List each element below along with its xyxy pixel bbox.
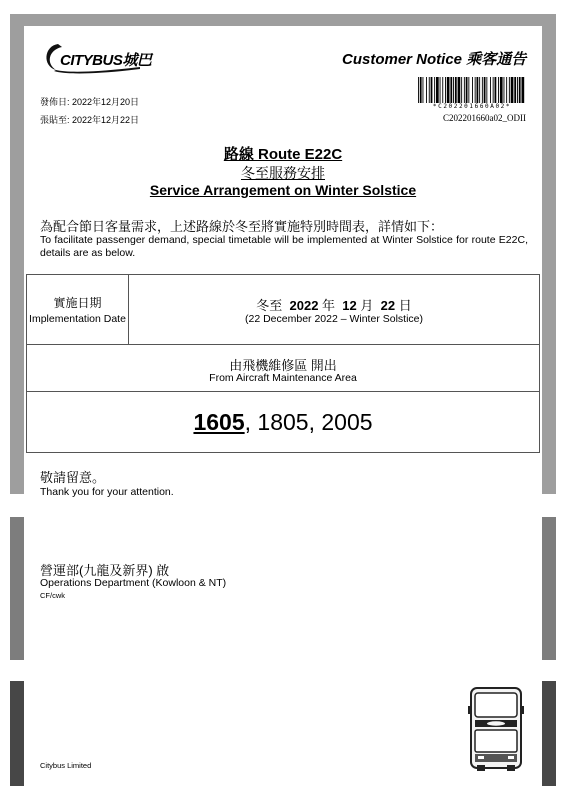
date-month: 12 <box>342 298 357 313</box>
arrangement-heading-en: Service Arrangement on Winter Solstice <box>149 182 417 198</box>
arrangement-heading-cn: 冬至服務安排 <box>241 165 325 181</box>
double-decker-bus-icon <box>468 686 524 772</box>
time-separator: , <box>244 409 258 435</box>
closing-text-en: Thank you for your attention. <box>40 486 174 498</box>
department-signature-cn: 營運部(九龍及新界) 啟 <box>40 563 170 578</box>
departure-times <box>27 409 539 436</box>
date-cn <box>129 295 539 314</box>
departure-point-cn: 由飛機維修區 開出 <box>229 358 337 373</box>
intro-text-cn: 為配合節日客量需求，上述路線於冬至將實施特別時間表，詳情如下： <box>40 219 444 234</box>
date-prefix: 冬至 <box>256 298 283 313</box>
departure-time: 1805 <box>257 409 309 435</box>
frame-band-right-upper <box>542 14 556 494</box>
departure-point-row <box>27 345 539 392</box>
implementation-date-value <box>129 275 539 344</box>
frame-band-left-lower <box>10 681 24 786</box>
implementation-date-label <box>27 275 129 344</box>
post-until-date: 張貼至: 2022年12月22日 <box>40 115 140 125</box>
closing-text-cn: 敬請留意。 <box>40 470 106 485</box>
date-year: 2022 <box>289 298 319 313</box>
date-month-unit: 月 <box>360 298 374 313</box>
implementation-date-label-cn: 實施日期 <box>53 295 102 310</box>
departure-times-row <box>27 392 539 452</box>
company-name: Citybus Limited <box>40 761 92 770</box>
frame-band-right-lower <box>542 681 556 786</box>
route-heading: 路線 Route E22C <box>223 146 343 163</box>
reference-number: C202201660a02_ODII <box>443 113 526 123</box>
schedule-table <box>26 274 540 453</box>
implementation-date-row <box>27 275 539 345</box>
date-day-unit: 日 <box>398 298 412 313</box>
date-en: (22 December 2022 – Winter Solstice) <box>245 313 423 325</box>
frame-band-top <box>10 14 556 26</box>
frame-band-left-middle <box>10 517 24 660</box>
time-separator: , <box>308 409 322 435</box>
logo-text-cn: 城巴 <box>122 52 152 69</box>
barcode <box>418 77 526 103</box>
date-day: 22 <box>380 298 396 313</box>
departure-time-highlighted: 1605 <box>193 409 245 435</box>
intro-text-en: To facilitate passenger demand, special timetable will be implemented at Winter Solstice for route E22C, details are as below. <box>40 234 528 259</box>
departure-point-en: From Aircraft Maintenance Area <box>209 372 357 384</box>
issue-date: 發佈日: 2022年12月20日 <box>40 97 140 107</box>
implementation-date-label-en: Implementation Date <box>29 312 126 325</box>
citybus-logo <box>40 40 152 74</box>
logo-wordmark <box>60 49 151 70</box>
frame-band-right-middle <box>542 517 556 660</box>
notice-title: Customer Notice 乘客通告 <box>342 51 527 68</box>
logo-text-en: CITYBUS <box>60 52 123 69</box>
date-year-unit: 年 <box>322 298 336 313</box>
departure-time: 2005 <box>321 409 373 435</box>
frame-band-left-upper <box>10 14 24 494</box>
barcode-number: *C202201660A02* <box>432 103 512 110</box>
department-signature-en: Operations Department (Kowloon & NT) <box>40 577 227 589</box>
signature-code: CF/cwk <box>40 591 65 600</box>
